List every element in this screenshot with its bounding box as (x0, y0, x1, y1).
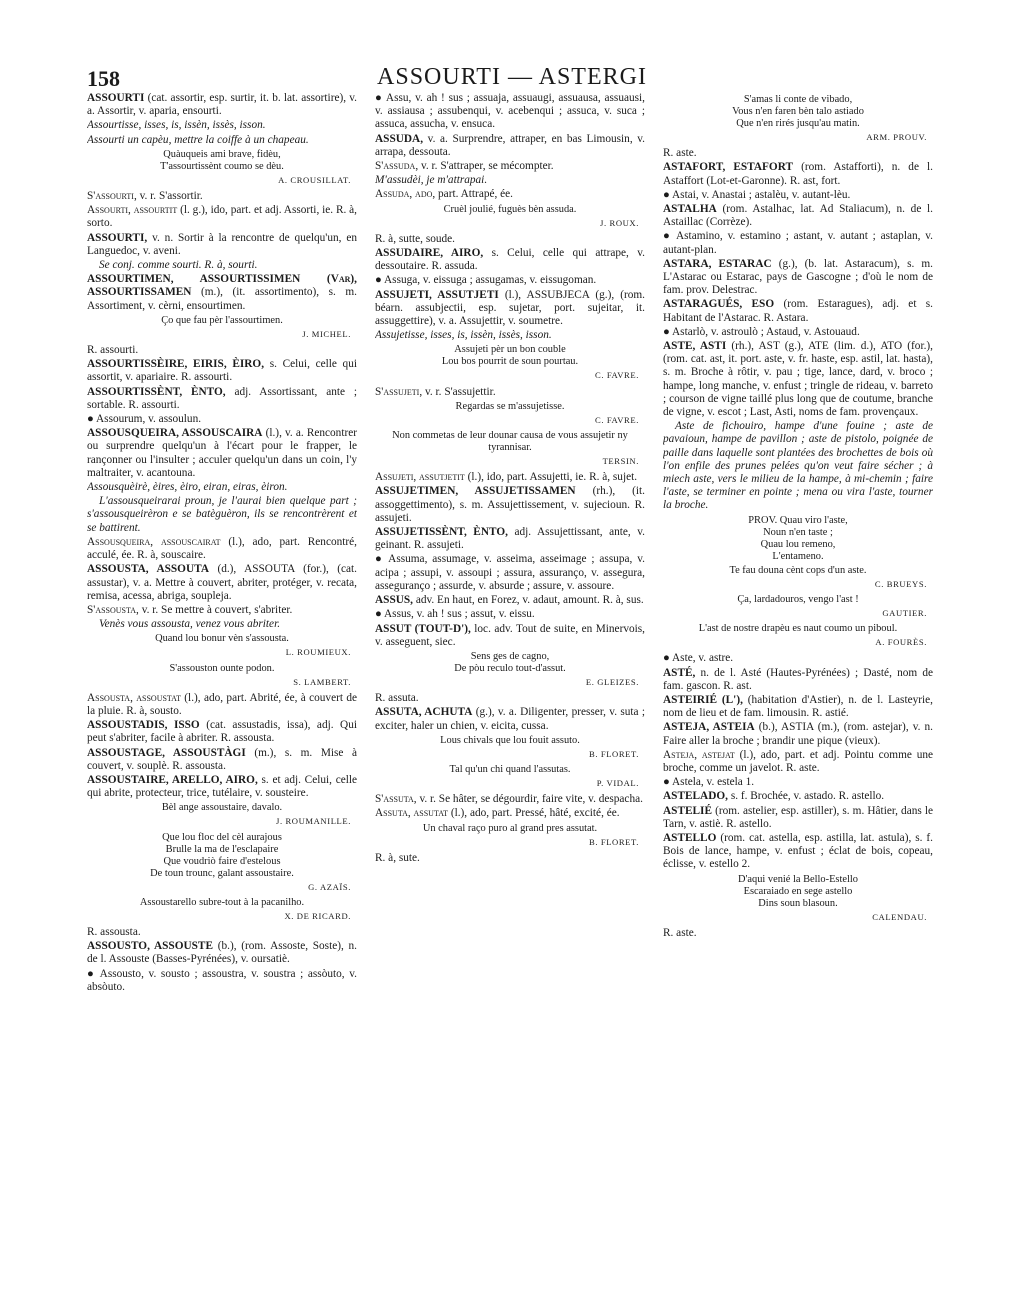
quote-author: GAUTIER. (882, 607, 927, 618)
quote-author: C. FAVRE. (594, 370, 639, 381)
dictionary-entry (663, 667, 933, 693)
dictionary-entry (87, 618, 357, 631)
quotation: Cruèl joulié, fuguès bèn assuda. (443, 203, 577, 215)
dictionary-entry (663, 927, 933, 940)
dictionary-entry (375, 289, 645, 329)
entry-text: adv. En haut, en Forez, v. adaut, amount. R. à, sus. (415, 594, 644, 607)
entry-text: (m.), s. m. Mise à couvert, v. souplè. R. assousta. (87, 746, 357, 772)
dictionary-entry (375, 329, 645, 342)
column-left (87, 92, 357, 1288)
subentry-form: S'assourti, (87, 190, 137, 203)
entry-text: v. r. Se hâter, se dégourdir, faire vite, v. despacha. (419, 793, 643, 806)
entry-text: v. r. S'assujettir. (424, 385, 496, 398)
dictionary-entry (375, 247, 645, 273)
headword: ASTEIRIÉ (L'), (663, 693, 743, 706)
headword: ASSOUSTAIRE, ARELLO, AIRO, (87, 773, 258, 786)
quotation: Assoustarello subre-tout à la pacanilho. (139, 896, 305, 908)
dictionary-entry (375, 807, 645, 820)
subentry-form: S'assousta, (87, 603, 139, 616)
quote-author: A. CROUSILLAT. (278, 174, 351, 185)
quote-author: J. MICHEL. (302, 328, 351, 339)
entry-text: (rom. cat. astella, esp. astilla, lat. astula), s. f. Bois de lance, hampe, v. enfust ; éclat de bois, copeau, éclisse, v. estello 2. (663, 831, 933, 871)
dictionary-entry (87, 692, 357, 718)
entry-text: (b.), ASTIA (m.), (rom. astejar), v. n. Faire aller la broche ; brandir une pique (vieux). (663, 721, 933, 747)
dictionary-entry (375, 471, 645, 484)
dictionary-entry (375, 188, 645, 201)
subentry-form: Assujeti, assutjetit (375, 471, 465, 484)
dictionary-entry (375, 485, 645, 525)
quote-author: E. GLEIZES. (585, 676, 639, 687)
dictionary-entry (375, 526, 645, 552)
entry-text: ● Astela, v. estela 1. (663, 776, 755, 789)
entry-text: s. Celui, celle qui attrape, v. dessoutaire. R. assuda. (375, 247, 645, 273)
quote-author: J. ROUX. (600, 217, 639, 228)
quotation: PROV. Quau viro l'aste, Noun n'en taste ; Quau lou remeno, L'entameno. (748, 514, 848, 562)
quote-author: CALENDAU. (872, 911, 927, 922)
dictionary-entry (375, 274, 645, 287)
entry-text: (cat. assortir, esp. surtir, it. b. lat. assortire), v. a. Assortir, v. aparia, ensourti. (87, 92, 357, 118)
entry-text: ● Assuma, assumage, v. asseima, asseimage ; assupa, v. acipa ; assupi, v. assoupi ; assura, assuranço, v. assegura, asseguranço ; assurde, v. absurde ; assure, v. assoure. (375, 553, 645, 592)
quotation: Ço que fau pèr l'assourtimen. (161, 314, 283, 326)
headword: ASSOURTISSÈNT, ÈNTO, (87, 385, 226, 398)
running-head: ASSOURTI — ASTERGI (377, 64, 647, 90)
dictionary-entry (663, 326, 933, 339)
entry-text: ● Assuga, v. eissuga ; assugamas, v. eissugoman. (375, 274, 597, 287)
dictionary-entry (87, 204, 357, 230)
quote-author: B. FLORET. (588, 748, 639, 759)
dictionary-entry (375, 553, 645, 593)
dictionary-entry (663, 161, 933, 187)
entry-text: (habitation d'Astier), n. de l. Lasteyrie, nom de lieu et de fam. limousin. R. astié. (663, 693, 933, 720)
quote-author: P. VIDAL. (596, 777, 639, 788)
quotation: Assujeti pèr un bon couble Lou bos pourrit de soun pourtau. (441, 344, 579, 368)
headword: ASSUJETI, ASSUTJETI (375, 288, 499, 301)
entry-text: ● Assourum, v. assoulun. (87, 413, 202, 426)
quote-author: G. AZAÏS. (308, 881, 351, 892)
headword: ASSUS, (375, 594, 413, 607)
entry-text: R. assuta. (375, 692, 419, 705)
subentry-form: S'assuta, (375, 793, 417, 806)
entry-text: (rh.), AST (g.), ATE (lim. d.), ATO (for.), (rom. cat. ast, it. port. aste, v. fr. haste, esp. astil, lat. hasta), s. m. Broche à rôtir, v. pau ; tige, lance, dard, v. broco ; hampe, long manche, v. enfust ; tringle de rideau, v. barreto ; courson de vigne taillé plus long que de coutume, branche de vigne, v. escot ; Last, Asti, noms de fam. provençaux. (663, 340, 933, 419)
dictionary-entry (87, 495, 357, 535)
dictionary-entry (663, 189, 933, 202)
headword: ASSOURTI (87, 92, 145, 104)
dictionary-entry (375, 594, 645, 607)
text-columns (87, 92, 935, 1288)
entry-text: R. aste. (663, 147, 697, 160)
dictionary-entry (663, 298, 933, 324)
entry-text: (m.), (it. assortimento), s. m. Assortiment, v. cèrni, ensourtimen. (87, 286, 357, 312)
headword: ASSOURTIMEN, ASSOURTISSIMEN (Var), ASSOURTISSAMEN (87, 273, 357, 299)
quote-author: B. FLORET. (588, 836, 639, 847)
subentry-form: Assourti, assourtit (87, 204, 178, 217)
dictionary-entry (663, 805, 933, 831)
dictionary-entry (87, 413, 357, 426)
dictionary-entry (375, 174, 645, 187)
dictionary-entry (87, 92, 357, 118)
headword: ASSOURTISSÈIRE, EIRIS, ÈIRO, (87, 358, 265, 371)
entry-text: Assourtisse, isses, is, issèn, issès, isson. (87, 119, 266, 132)
headword: ASSOUSTO, ASSOUSTE (87, 940, 213, 953)
entry-text: L'assousqueirarai proun, je l'aurai bien quelque part ; s'assousqueirèron e se batèguèron, ils se rencontrèrent et se battirent. (87, 495, 357, 534)
quotation: Te fau douna cènt cops d'un aste. (729, 564, 867, 576)
entry-text: Venès vous assousta, venez vous abriter. (99, 618, 281, 631)
headword: ASTARAGUÉS, ESO (663, 298, 775, 311)
entry-text: ● Astai, v. Anastai ; astalèu, v. autant-lèu. (663, 188, 851, 201)
dictionary-entry (375, 623, 645, 649)
quote-author: C. FAVRE. (594, 414, 639, 425)
quotation: L'ast de nostre drapèu es naut coumo un piboul. (698, 623, 898, 635)
quote-author: A. FOURÈS. (875, 637, 927, 648)
dictionary-entry (87, 119, 357, 132)
dictionary-entry (87, 774, 357, 800)
dictionary-entry (375, 706, 645, 732)
entry-text: R. à, sute. (375, 851, 420, 864)
entry-text: (l.), ado, part. Rencontré, acculé, ée. R. à, souscaire. (87, 535, 357, 562)
quotation: Non commetas de leur dounar causa de vous assujetir ny tyrannisar. (392, 430, 628, 454)
entry-text: ● Astarlò, v. astroulò ; Astaud, v. Astouaud. (663, 325, 860, 338)
quotation: Quàuqueis ami brave, fidèu, T'assourtissènt coumo se dèu. (160, 148, 284, 172)
dictionary-entry (663, 420, 933, 512)
entry-text: (l.), ASSUBJECA (g.), (rom. béarn. assubjectii, esp. sujetar, port. sujeitar, it. assuggettire), v. a. Assujettir, v. soumetre. (375, 288, 645, 328)
quote-author: TERSIN. (602, 456, 639, 467)
entry-text: R. à, sutte, soude. (375, 232, 456, 245)
dictionary-entry (87, 273, 357, 313)
entry-text: ● Assus, v. ah ! sus ; assut, v. eissu. (375, 608, 535, 621)
headword: ASTELIÉ (663, 804, 712, 817)
quotation: Bèl ange assoustaire, davalo. (161, 802, 283, 814)
dictionary-entry (87, 427, 357, 480)
dictionary-entry (375, 386, 645, 399)
dictionary-entry (87, 747, 357, 773)
dictionary-entry (87, 386, 357, 412)
entry-text: (l. g.), ido, part. et adj. Assorti, ie. R. à, sorto. (87, 204, 357, 230)
subentry-form: Assousta, assoustat (87, 691, 181, 704)
dictionary-entry (663, 652, 933, 665)
headword: ASSOUSTA, ASSOUTA (87, 563, 209, 576)
dictionary-entry (87, 719, 357, 745)
entry-text: (g.), (b. lat. Astaracum), s. m. L'Astarac ou Estarac, pays de Gascogne ; d'où le nom de fam. prov. Delestrac. (663, 257, 933, 297)
quote-author: ARM. PROUV. (866, 132, 927, 142)
entry-text: Assousquèirè, èires, èiro, eiran, eiras, èiron. (87, 481, 288, 494)
quotation: Regardas se m'assujetisse. (455, 400, 565, 412)
dictionary-entry (87, 940, 357, 966)
dictionary-entry (87, 259, 357, 272)
dictionary-entry (663, 790, 933, 803)
entry-text: ● Astamino, v. estamino ; astant, v. autant ; astaplan, v. autant-plan. (663, 230, 933, 256)
entry-text: (l.), ado, part. Abrité, ée, à couvert de la pluie. R. à, sousto. (87, 691, 357, 717)
entry-text: v. r. S'assortir. (139, 190, 203, 203)
quotation: Quand lou bonur vèn s'assousta. (155, 633, 289, 645)
entry-text: adj. Assujettissant, ante, v. geinant. R. assujeti. (375, 526, 645, 552)
entry-text: M'assudèi, je m'attrapai. (375, 174, 488, 187)
headword: ASTE, ASTI (663, 340, 727, 353)
headword: ASSOUSTADIS, ISSO (87, 719, 200, 732)
dictionary-entry (87, 604, 357, 617)
subentry-form: S'assujeti, (375, 385, 423, 398)
entry-text: ● Aste, v. astre. (663, 652, 734, 665)
dictionary-entry (375, 233, 645, 246)
entry-text: (l.), ado, part. et adj. Pointu comme une broche, comme un javelot. R. aste. (663, 748, 933, 774)
dictionary-entry (375, 133, 645, 159)
headword: ASSUTA, ACHUTA (375, 706, 473, 719)
entry-text: ● Assu, v. ah ! sus ; assuaja, assuaugi, assuausa, assuausi, v. assiausa ; assubenqui, v. acebenqui ; assuca, v. suca ; assuca, assucha, v. ensuca. (375, 92, 645, 131)
entry-text: (g.), v. a. Diligenter, presser, v. suta ; exciter, haler un chien, v. eicita, cussa. (375, 706, 645, 732)
column-middle (375, 92, 645, 1288)
headword: ASTARA, ESTARAC (663, 257, 772, 270)
entry-text: (l.), ado, part. Pressé, hâté, excité, ée. (450, 807, 620, 820)
dictionary-entry (87, 968, 357, 994)
dictionary-entry (663, 749, 933, 775)
entry-text: (b.), (rom. Assoste, Soste), n. de l. Assouste (Basses-Pyrénées), v. oursatiè. (87, 940, 357, 966)
dictionary-entry (87, 344, 357, 357)
dictionary-entry (87, 134, 357, 147)
dictionary-entry (663, 776, 933, 789)
entry-text: R. aste. (663, 926, 697, 939)
dictionary-entry (87, 563, 357, 603)
quotation: S'amas li conte de vibado, Vous n'en faren bèn talo astiado Que n'en rirés jusqu'au matin. (732, 94, 864, 129)
column-right (663, 92, 933, 1288)
entry-text: (rom. astelier, esp. astiller), s. m. Hâtier, dans le Tarn, v. astiè. R. astello. (663, 804, 933, 830)
entry-text: (rh.), (it. assoggettimento), s. m. Assujettissement, v. sujecioun. R. assujeti. (375, 485, 645, 524)
dictionary-entry (375, 793, 645, 806)
subentry-form: Assuta, assutat (375, 807, 448, 820)
dictionary-entry (663, 340, 933, 419)
entry-text: v. a. Surprendre, attraper, en bas Limousin, v. arrapa, dessouta. (375, 132, 645, 158)
subentry-form: Assousqueira, assouscairat (87, 535, 221, 548)
dictionary-entry (87, 358, 357, 384)
quotation: D'aqui venié la Bello-Estello Escaraiado en sege astello Dins soun blasoun. (738, 873, 858, 909)
dictionary-entry (87, 190, 357, 203)
dictionary-entry (87, 481, 357, 494)
entry-text: (d.), ASSOUTA (for.), (cat. assustar), v. a. Mettre à couvert, abriter, protéger, v. recata, remisa, acessa, abriga, soupleja. (87, 563, 357, 602)
headword: ASSOUSTAGE, ASSOUSTÀGI (87, 746, 246, 759)
dictionary-entry (375, 608, 645, 621)
entry-text: part. Attrapé, ée. (438, 188, 513, 201)
headword: ASSOURTI, (87, 231, 148, 244)
quotation: Un chaval raço puro al grand pres assutat. (422, 822, 598, 834)
entry-text: s. et adj. Celui, celle qui abrite, protecteur, trice, tutélaire, v. sousteire. (87, 773, 357, 800)
quotation: Tal qu'un chi quand l'assutas. (449, 763, 571, 775)
page-number: 158 (87, 66, 120, 91)
subentry-form: Assuda, ado, (375, 188, 436, 201)
entry-text: (rom. Estaragues), adj. et s. Habitant de l'Astarac. R. Astara. (663, 298, 933, 324)
dictionary-entry (663, 721, 933, 747)
dictionary-entry (663, 832, 933, 872)
headword: ASTAFORT, ESTAFORT (663, 161, 794, 174)
dictionary-entry (375, 692, 645, 705)
entry-text: adj. Assortissant, ante ; sortable. R. assourti. (87, 385, 357, 411)
dictionary-entry (87, 232, 357, 258)
entry-text: (l.), v. a. Rencontrer ou surprendre quelqu'un à l'écart pour le frapper, le rançonner ou l'insulter ; acculer quelqu'un dans un coin, l'y maltraiter, v. acantouna. (87, 427, 357, 479)
dictionary-entry (663, 694, 933, 720)
entry-text: (l.), ido, part. Assujetti, ie. R. à, sujet. (467, 471, 638, 484)
dictionary-entry (663, 203, 933, 229)
entry-text: R. assourti. (87, 344, 139, 357)
entry-text: Assujetisse, isses, is, issèn, issès, isson. (375, 329, 552, 342)
quotation: Que lou floc del cèl aurajous Brulle la ma de l'esclapaire Que voudriò faire d'estelous De toun trounc, galant assoustaire. (150, 831, 294, 879)
headword: ASTELLO (663, 831, 717, 844)
subentry-form: S'assuda, (375, 160, 419, 173)
quote-author: L. ROUMIEUX. (285, 647, 351, 658)
headword: ASSUDAIRE, AIRO, (375, 247, 484, 260)
quote-author: S. LAMBERT. (293, 676, 351, 687)
quote-author: X. DE RICARD. (284, 910, 351, 921)
dictionary-entry (663, 258, 933, 298)
entry-text: (rom. Astalhac, lat. Ad Staliacum), n. de l. Astaillac (Corrèze). (663, 203, 933, 229)
headword: ASTÉ, (663, 666, 696, 679)
quote-author: C. BRUEYS. (874, 578, 927, 589)
headword: ASTEJA, ASTEIA (663, 721, 755, 734)
headword: ASSUDA, (375, 132, 424, 145)
dictionary-entry (375, 160, 645, 173)
dictionary-entry (375, 92, 645, 132)
entry-text: v. n. Sortir à la rencontre de quelqu'un, en Languedoc, v. aveni. (87, 231, 357, 257)
dictionary-entry (663, 147, 933, 160)
entry-text: Assourti un capèu, mettre la coiffe à un chapeau. (87, 133, 309, 146)
entry-text: n. de l. Asté (Hautes-Pyrénées) ; Dasté, nom de fam. gascon. R. ast. (663, 666, 933, 692)
dictionary-entry (663, 230, 933, 256)
quotation: Sens ges de cagno, De pòu reculo tout-d'assut. (454, 650, 566, 674)
headword: ASTELADO, (663, 790, 728, 803)
headword: ASSOUSQUEIRA, ASSOUSCAIRA (87, 427, 263, 440)
entry-text: loc. adv. Tout de suite, en Minervois, v. asseguent, siec. (375, 622, 645, 648)
subentry-form: Asteja, astejat (663, 748, 735, 761)
entry-text: Aste de fichouiro, hampe d'une fouine ; aste de pavaioun, hampe de pavillon ; aste de pistolo, poignée de paille dans laquelle sont plantées des brochettes de bois où l'on enfile des prunes pelées qu'on veut faire sécher ; à miech aste, vers le milieu de la hampe, à mi-chemin ; faire l'aste, se terminer en pointe ; mena ou vira l'aste, tourner la broche. (663, 420, 933, 512)
dictionary-entry (87, 536, 357, 562)
quotation: S'assouston ounte podon. (169, 662, 275, 674)
entry-text: (cat. assustadis, issa), adj. Qui peut s'abriter, facile à abriter. R. assousta. (87, 719, 357, 745)
dictionary-entry (87, 926, 357, 939)
headword: ASSUJETISSÈNT, ÈNTO, (375, 526, 508, 539)
headword: ASSUT (TOUT-D'), (375, 622, 471, 635)
entry-text: Se conj. comme sourti. R. à, sourti. (99, 259, 258, 272)
entry-text: ● Assousto, v. sousto ; assoustra, v. soustra ; assòuto, v. absòuto. (87, 967, 357, 993)
headword: ASTALHA (663, 203, 717, 216)
entry-text: v. r. S'attraper, se mécompter. (420, 160, 554, 173)
entry-text: R. assousta. (87, 925, 141, 938)
headword: ASSUJETIMEN, ASSUJETISSAMEN (375, 485, 576, 498)
entry-text: s. f. Brochée, v. astado. R. astello. (730, 790, 885, 803)
quotation: Lous chivals que lou fouit assuto. (440, 734, 580, 746)
entry-text: s. Celui, celle qui assortit, v. apariaire. R. assourti. (87, 358, 357, 384)
entry-text: v. r. Se mettre à couvert, s'abriter. (141, 603, 293, 616)
entry-text: (rom. Astafforti), n. de l. Astaffort (Lot-et-Garonne). R. ast, fort. (663, 161, 933, 187)
quotation: Ça, lardadouros, vengo l'ast ! (737, 593, 859, 605)
quote-author: J. ROUMANILLE. (276, 816, 351, 827)
dictionary-entry (375, 852, 645, 865)
